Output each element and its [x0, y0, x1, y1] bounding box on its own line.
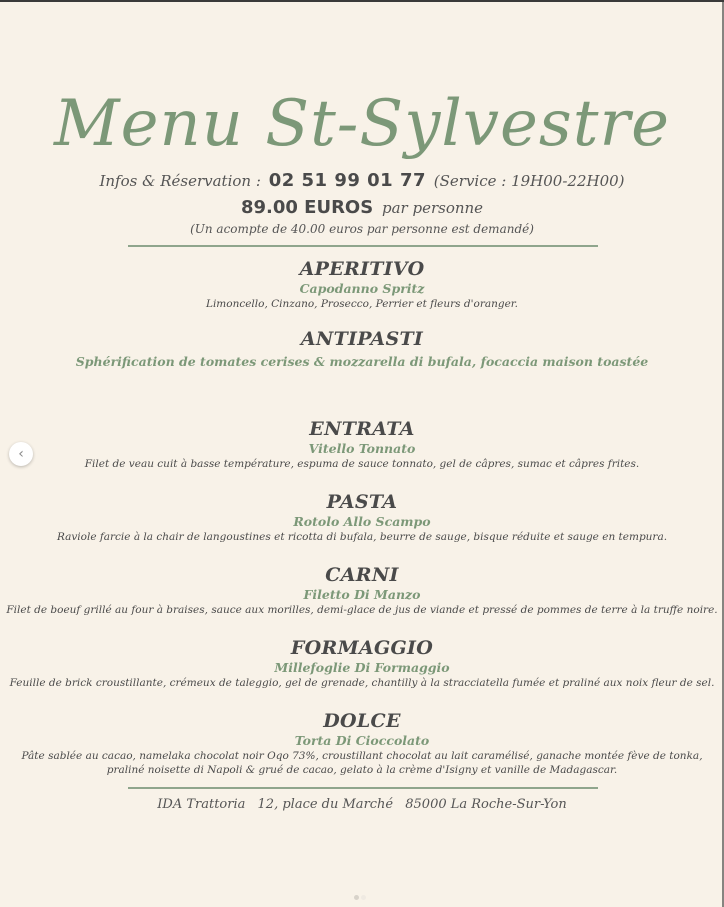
- previous-slide-button[interactable]: [9, 442, 33, 466]
- carousel-dot[interactable]: [354, 895, 359, 900]
- dish-name: Sphérification de tomates cerises & mozzarella di bufala, focaccia maison toastée: [75, 354, 649, 369]
- section-title: ANTIPASTI: [300, 328, 424, 350]
- dish-description: Filet de veau cuit à basse température, espuma de sauce tonnato, gel de câpres, sumac et câpres frites.: [84, 458, 640, 470]
- section-title: CARNI: [325, 564, 399, 586]
- restaurant-name: IDA Trattoria: [157, 797, 246, 812]
- dish-name: Capodanno Spritz: [299, 281, 425, 296]
- reservation-info: [0, 170, 724, 191]
- section-dolce: [0, 709, 724, 777]
- reservation-label: Infos & Réservation :: [99, 172, 261, 190]
- price-per: par personne: [381, 199, 484, 217]
- dish-description: Raviole farcie à la chair de langoustines et ricotta di bufala, beurre de sauge, bisque réduite et sauge en tempura.: [56, 531, 668, 543]
- section-aperitivo: [0, 257, 724, 311]
- carousel-dot-active[interactable]: [361, 895, 366, 900]
- dish-name: Millefoglie Di Formaggio: [274, 660, 450, 675]
- top-border: [0, 0, 724, 2]
- section-title: ENTRATA: [309, 418, 415, 440]
- deposit-note: (Un acompte de 40.00 euros par personne est demandé): [190, 222, 534, 236]
- dish-name: Torta Di Cioccolato: [294, 733, 430, 748]
- dish-description: Pâte sablée au cacao, namelaka chocolat noir Oqo 73%, croustillant chocolat au lait caramélisé, ganache montée fève de tonka,: [21, 750, 703, 762]
- phone-number: 02 51 99 01 77: [268, 170, 426, 191]
- chevron-left-icon: ‹: [18, 446, 24, 462]
- section-title: PASTA: [326, 491, 398, 513]
- street-address: 12, place du Marché: [257, 797, 394, 812]
- section-title: DOLCE: [323, 710, 401, 732]
- section-antipasti: [0, 327, 724, 370]
- service-hours: (Service : 19H00-22H00): [433, 172, 625, 190]
- dish-name: Rotolo Allo Scampo: [293, 514, 431, 529]
- divider-bottom: [128, 787, 598, 789]
- price-amount: 89.00 EUROS: [240, 197, 374, 218]
- menu-title: Menu St-Sylvestre: [54, 87, 670, 161]
- dish-name: Vitello Tonnato: [308, 441, 416, 456]
- section-carni: [0, 563, 724, 617]
- section-title: APERITIVO: [299, 258, 425, 280]
- dish-description: Filet de boeuf grillé au four à braises, sauce aux morilles, demi-glace de jus de viande et pressé de pommes de terre à la truffe noire.: [6, 604, 718, 616]
- divider-top: [128, 245, 598, 247]
- dish-name: Filetto Di Manzo: [303, 587, 421, 602]
- section-pasta: [0, 490, 724, 544]
- city: 85000 La Roche-Sur-Yon: [405, 797, 567, 812]
- dish-description: Feuille de brick croustillante, crémeux de taleggio, gel de grenade, chantilly à la stracciatella fumée et praliné aux noix fleur de sel.: [9, 677, 715, 689]
- section-formaggio: [0, 636, 724, 690]
- dish-description-continued: praliné noisette di Napoli & grué de cacao, gelato à la crème d'Isigny et vanille de Madagascar.: [106, 764, 618, 776]
- price-line: [0, 197, 724, 218]
- dish-description: Limoncello, Cinzano, Prosecco, Perrier et fleurs d'oranger.: [205, 298, 519, 310]
- section-entrata: [0, 417, 724, 471]
- footer-address: [0, 797, 724, 812]
- section-title: FORMAGGIO: [290, 637, 434, 659]
- carousel-dots: [353, 885, 367, 904]
